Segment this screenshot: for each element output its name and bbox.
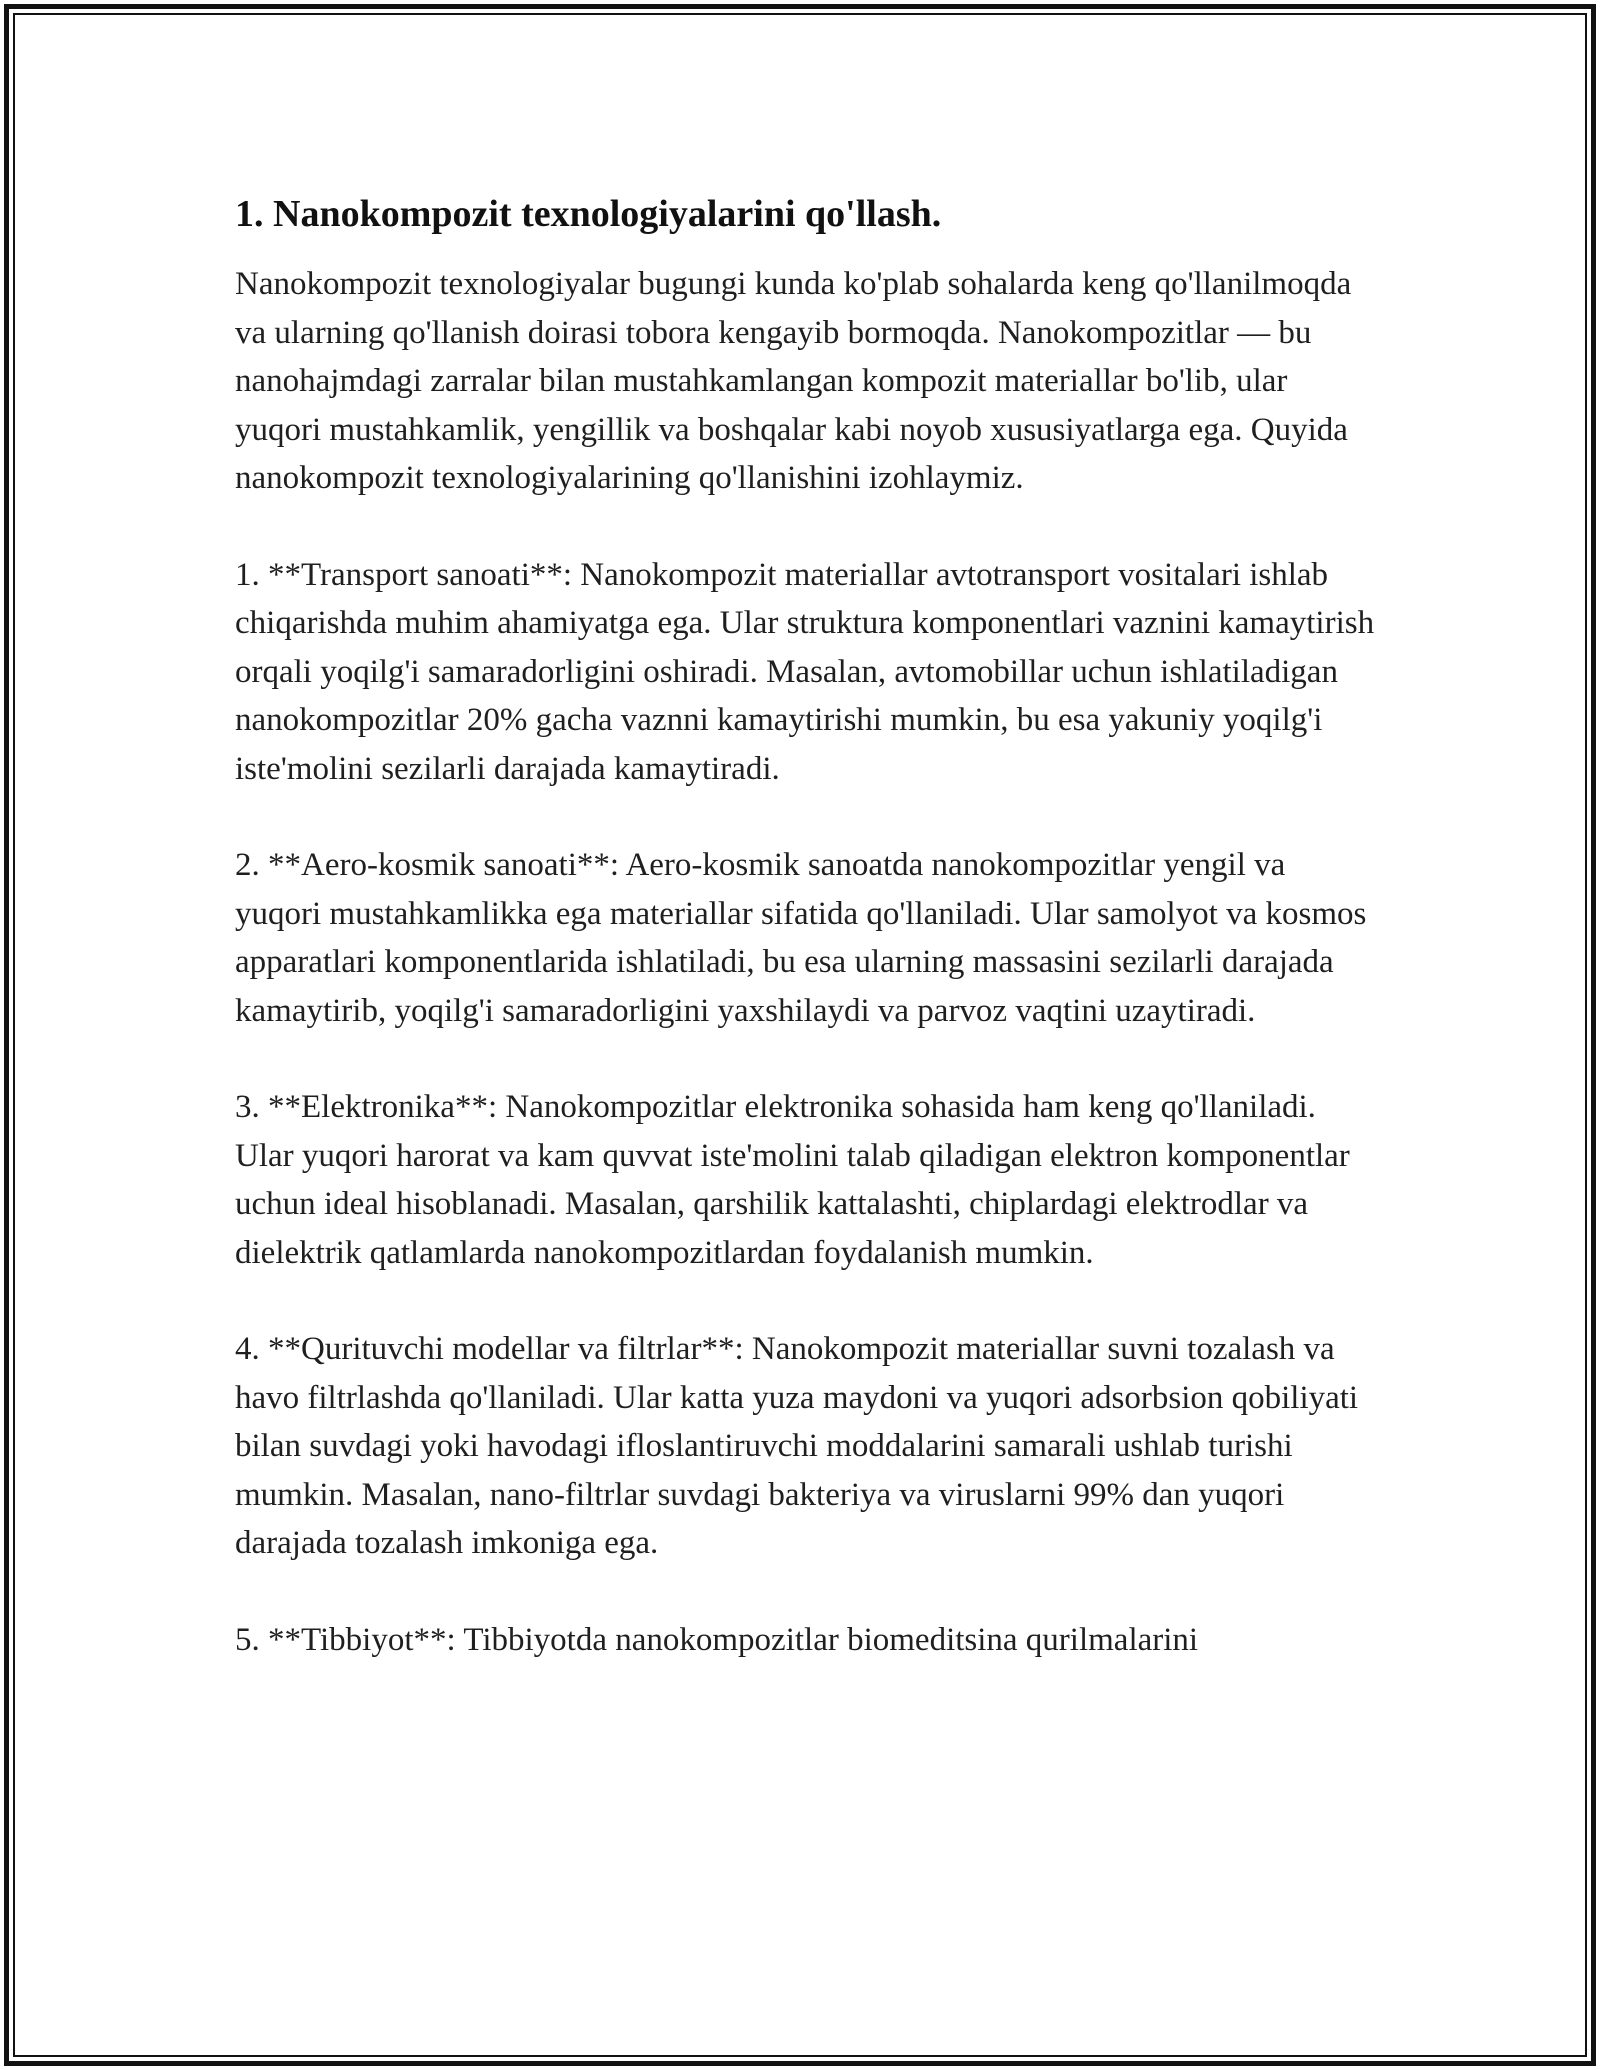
paragraph-electronics: 3. **Elektronika**: Nanokompozitlar elektronika sohasida ham keng qo'llaniladi. Ular yuqori harorat va kam quvvat iste'molini talab qiladigan elektron komponentlar uchun ideal hisoblanadi. Masalan, qarshilik kattalashti, chiplardagi elektrodlar va dielektrik qatlamlarda nanokompozitlardan foydalanish mumkin. <box>235 1089 1350 1271</box>
paragraph-aerospace: 2. **Aero-kosmik sanoati**: Aero-kosmik sanoatda nanokompozitlar yengil va yuqori mustahkamlikka ega materiallar sifatida qo'llaniladi. Ular samolyot va kosmos apparatlari komponentlarida ishlatiladi, bu esa ularning massasini sezilarli darajada kamaytirib, yoqilg'i samaradorligini yaxshilaydi va parvoz vaqtini uzaytiradi. <box>235 847 1367 1029</box>
document-body <box>235 188 1375 1664</box>
intro-paragraph: Nanokompozit texnologiyalar bugungi kunda ko'plab sohalarda keng qo'llanilmoqda va ularning qo'llanish doirasi tobora kengayib bormoqda. Nanokompozitlar — bu nanohajmdagi zarralar bilan mustahkamlangan kompozit materiallar bo'lib, ular yuqori mustahkamlik, yengillik va boshqalar kabi noyob xususiyatlarga ega. Quyida nanokompozit texnologiyalarining qo'llanishini izohlaymiz. <box>235 266 1352 496</box>
document-title: 1. Nanokompozit texnologiyalarini qo'llash. <box>235 193 942 235</box>
paragraph-transport: 1. **Transport sanoati**: Nanokompozit materiallar avtotransport vositalari ishlab chiqarishda muhim ahamiyatga ega. Ular struktura komponentlari vaznini kamaytirish orqali yoqilg'i samaradorligini oshiradi. Masalan, avtomobillar uchun ishlatiladigan nanokompozitlar 20% gacha vaznni kamaytirishi mumkin, bu esa yakuniy yoqilg'i iste'molini sezilarli darajada kamaytiradi. <box>235 556 1375 787</box>
paragraph-medicine: 5. **Tibbiyot**: Tibbiyotda nanokompozitlar biomeditsina qurilmalarini <box>235 1621 1199 1658</box>
paragraph-filters: 4. **Qurituvchi modellar va filtrlar**: Nanokompozit materiallar suvni tozalash va havo filtrlashda qo'llaniladi. Ular katta yuza maydoni va yuqori adsorbsion qobiliyati bilan suvdagi yoki havodagi ifloslantiruvchi moddalarini samarali ushlab turishi mumkin. Masalan, nano-filtrlar suvdagi bakteriya va viruslarni 99% dan yuqori darajada tozalash imkoniga ega. <box>235 1331 1359 1561</box>
